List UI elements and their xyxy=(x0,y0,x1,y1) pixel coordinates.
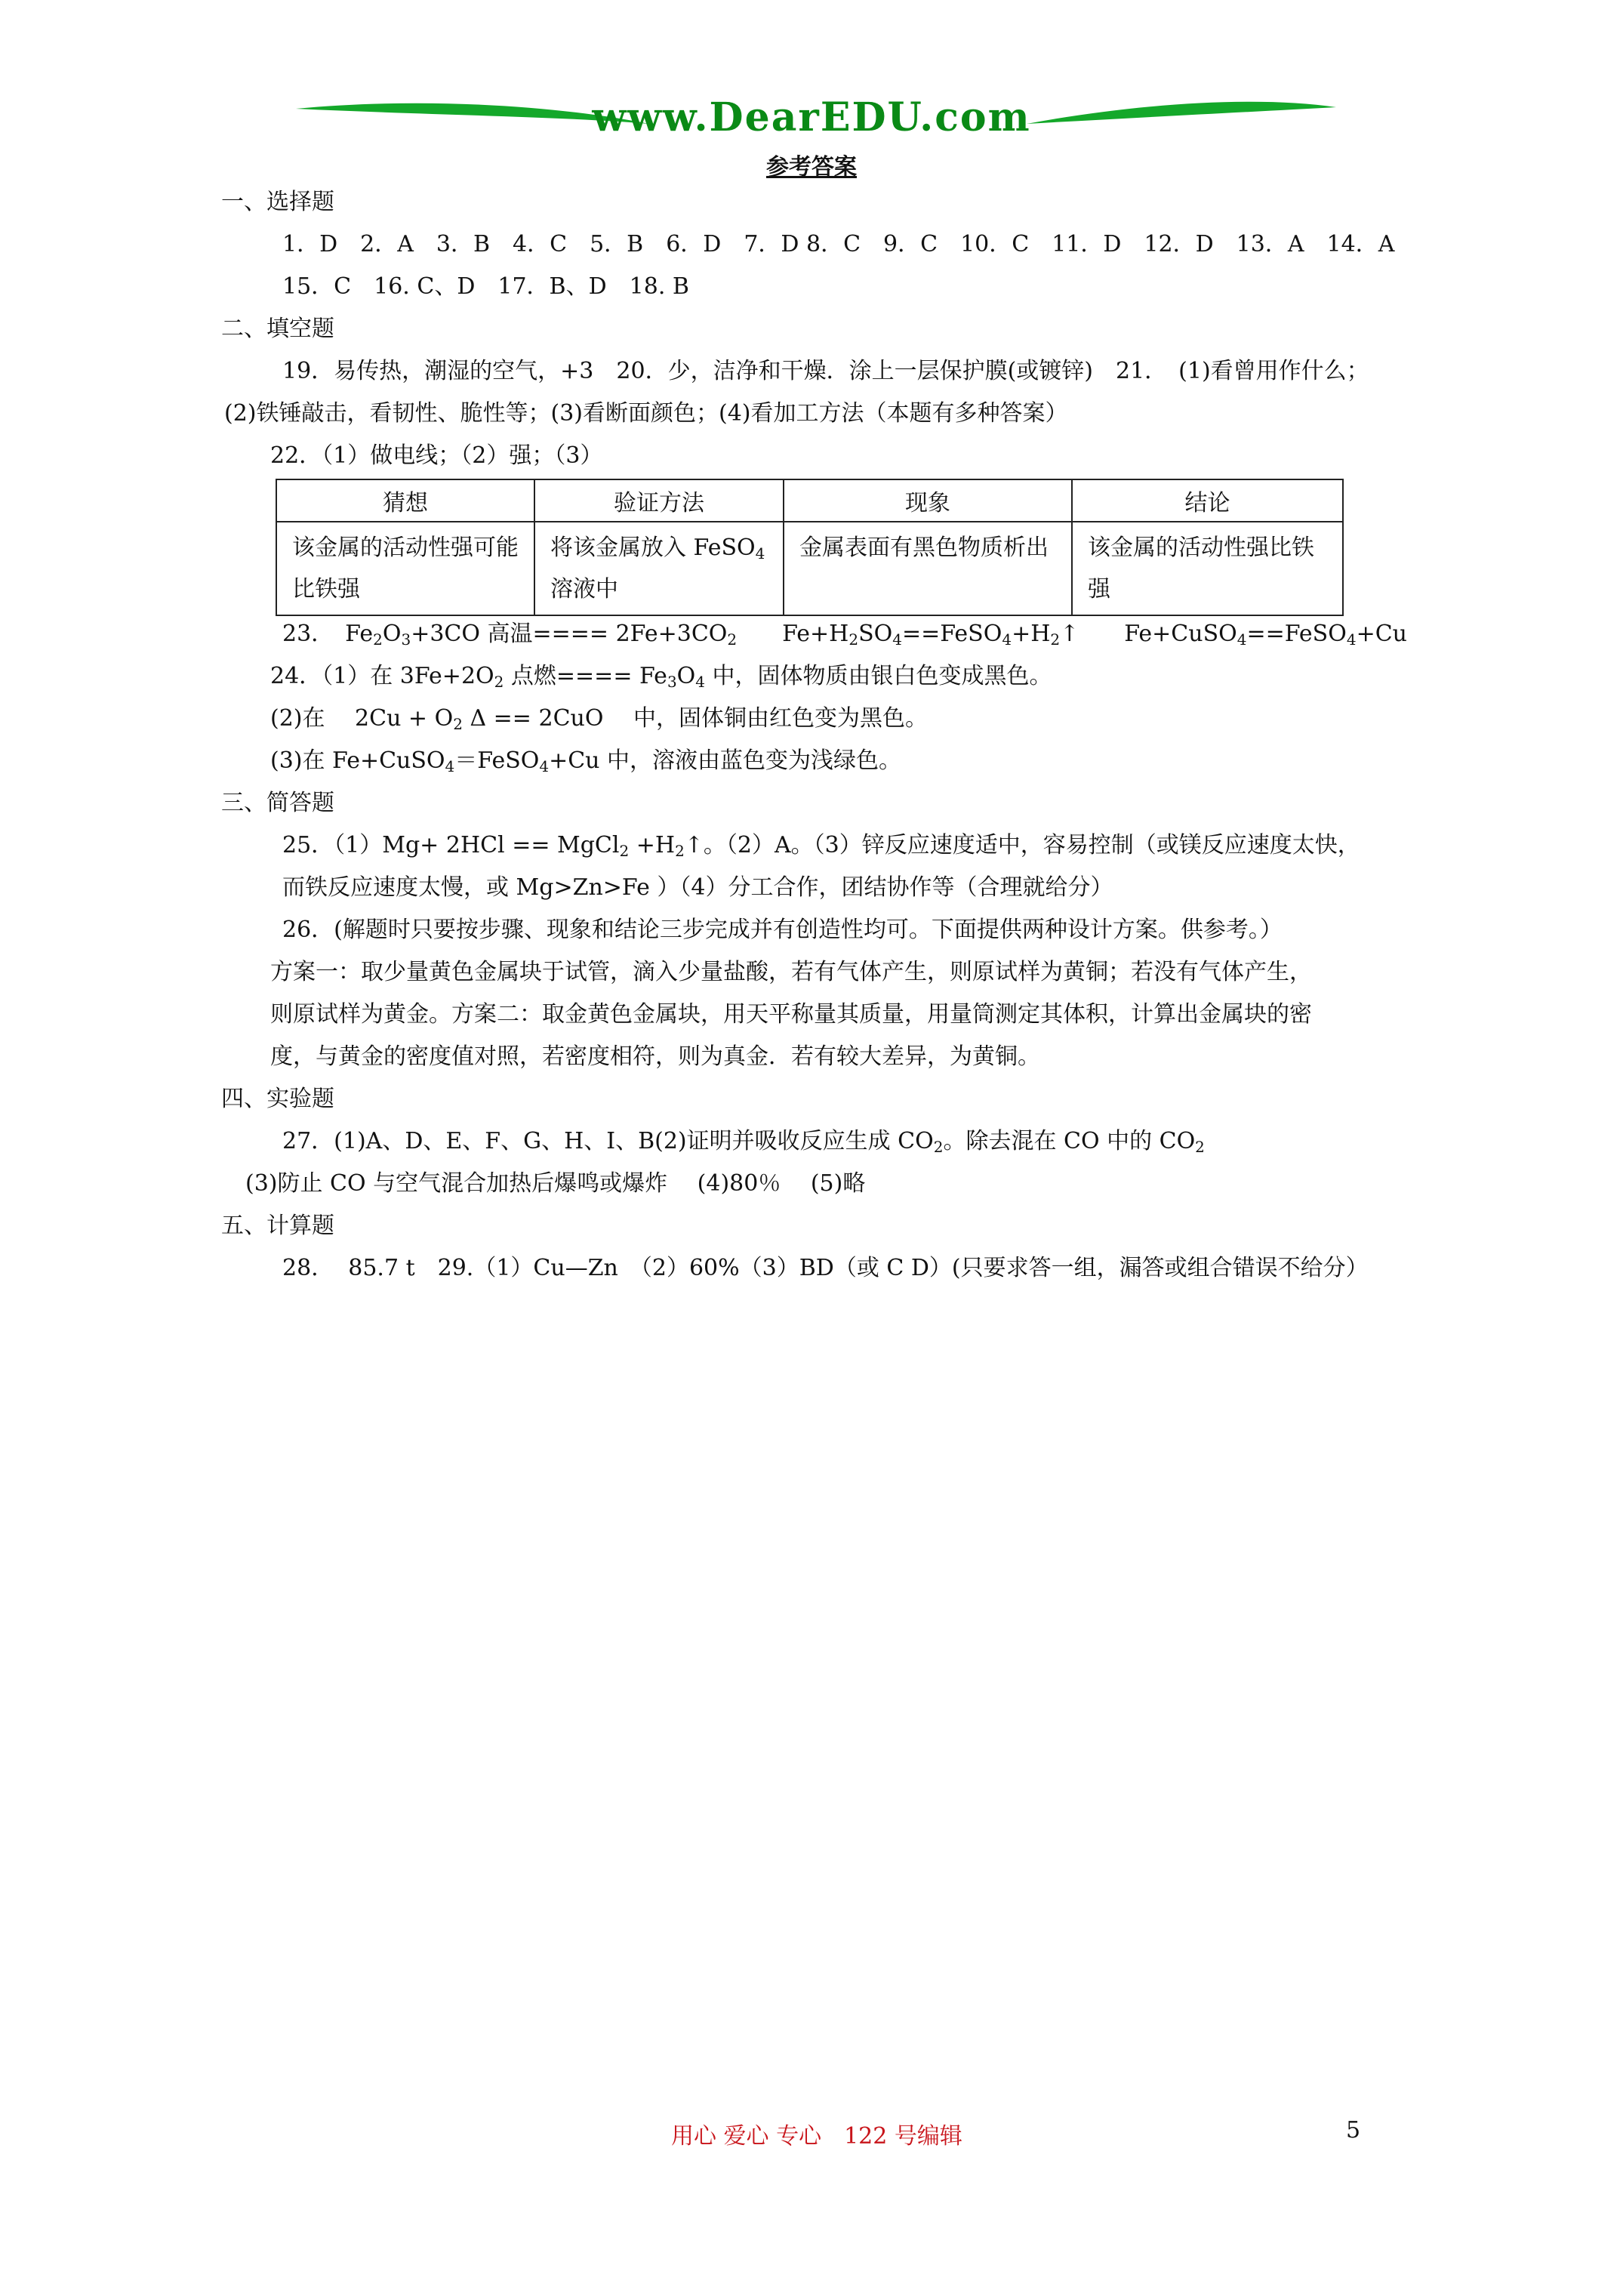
section-heading-choice: 一、选择题 xyxy=(221,189,334,215)
table-header-phenomenon: 现象 xyxy=(784,479,1072,522)
page-footer xyxy=(0,2117,1623,2150)
table-header-conclusion: 结论 xyxy=(1072,479,1343,522)
page-title: 参考答案 xyxy=(766,154,857,180)
answer-24-part-3: (3)在 Fe+CuSO$_4$＝FeSO$_4$+Cu 中，溶液由蓝色变为浅绿色。 xyxy=(270,747,902,775)
answer-24-part-2: (2)在 $2Cu + O_2$ Δ == 2CuO 中，固体铜由红色变为黑色。 xyxy=(270,705,928,733)
answer-19-21: 19．易传热，潮湿的空气，+3 20．少，洁净和干燥．涂上一层保护膜(或镀锌) 21． (1)看曾用作什么； xyxy=(282,358,1369,384)
answer-21-continued: (2)铁锤敲击，看韧性、脆性等；(3)看断面颜色；(4)看加工方法（本题有多种答案） xyxy=(224,400,1068,427)
footer-editor-text: 用心 爱心 专心 122 号编辑 xyxy=(671,2123,962,2150)
table-cell-method: 将该金属放入 FeSO$_4$ 溶液中 xyxy=(534,522,784,615)
choice-answers-row-1: 1．D 2．A 3．B 4．C 5．B 6．D 7．D 8．C 9．C 10．C 11．D 12．D 13．A 14．A xyxy=(282,231,1395,257)
section-heading-short: 三、简答题 xyxy=(221,790,334,816)
answer-28-29: 28. 85.7 t 29.（1）Cu—Zn （2）60%（3）BD（或 C D）(只要求答一组，漏答或组合错误不给分） xyxy=(282,1255,1369,1281)
answer-22-table xyxy=(276,479,1344,616)
answer-27-line-2: (3)防止 CO 与空气混合加热后爆鸣或爆炸 (4)80％ (5)略 xyxy=(245,1170,866,1197)
table-cell-guess: 该金属的活动性强可能比铁强 xyxy=(276,522,534,615)
section-heading-fill: 二、填空题 xyxy=(221,316,334,342)
table-row xyxy=(276,522,1343,615)
table-header-row xyxy=(276,479,1343,522)
site-logo: www.DearEDU.com xyxy=(592,94,1031,140)
section-heading-calc: 五、计算题 xyxy=(221,1213,334,1239)
table-header-method: 验证方法 xyxy=(534,479,784,522)
answer-23: 23． $Fe_2O_3+3CO$ 高温==== $2Fe+3CO_2$ $Fe+H_2SO_4==FeSO_4+H_2↑$ Fe+CuSO$_4$==FeSO$_4$+Cu xyxy=(282,621,1407,649)
answer-25-line-2: 而铁反应速度太慢，或 Mg>Zn>Fe ）（4）分工合作，团结协作等（合理就给分） xyxy=(282,874,1113,901)
table-cell-conclusion: 该金属的活动性强比铁强 xyxy=(1072,522,1343,615)
table-cell-phenomenon: 金属表面有黑色物质析出 xyxy=(784,522,1072,615)
table-header-guess: 猜想 xyxy=(276,479,534,522)
answer-27-line-1: 27．(1)A、D、E、F、G、H、I、B(2)证明并吸收反应生成 $CO_2$。除去混在 CO 中的 $CO_2$ xyxy=(282,1128,1205,1156)
choice-answers-row-2: 15．C 16. C、D 17．B、D 18. B xyxy=(282,273,689,300)
section-heading-experiment: 四、实验题 xyxy=(221,1086,334,1112)
answer-26-line-3: 则原试样为黄金。方案二：取金黄色金属块，用天平称量其质量，用量筒测定其体积，计算出金属块的密 xyxy=(270,1001,1312,1028)
answer-26-line-2: 方案一：取少量黄色金属块于试管，滴入少量盐酸，若有气体产生，则原试样为黄铜；若没有气体产生， xyxy=(270,959,1312,985)
page-number: 5 xyxy=(1346,2117,1361,2143)
answer-22: 22．（1）做电线；（2）强；（3） xyxy=(270,442,603,469)
answer-24-part-1: 24．（1）在 $3Fe+2O_2$ 点燃==== $Fe_3O_4$ 中，固体物质由银白色变成黑色。 xyxy=(270,663,1052,691)
answer-26-line-4: 度，与黄金的密度值对照，若密度相符，则为真金．若有较大差异，为黄铜。 xyxy=(270,1043,1040,1070)
answer-26-line-1: 26．(解题时只要按步骤、现象和结论三步完成并有创造性均可。下面提供两种设计方案。供参考。） xyxy=(282,917,1283,943)
answer-25-line-1: 25．（1）Mg+ 2HCl == MgCl$_2$ $+H_2↑$。（2）A。（3）锌反应速度适中，容易控制（或镁反应速度太快， xyxy=(282,832,1360,860)
